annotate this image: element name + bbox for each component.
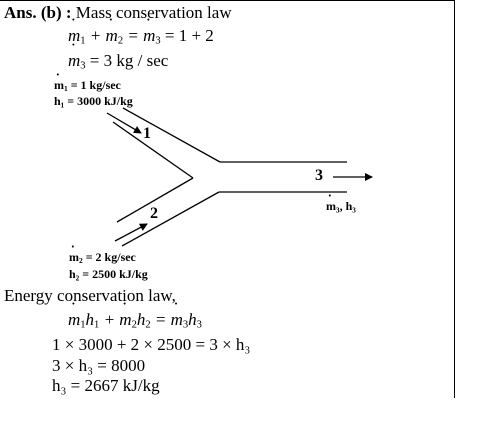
mass-equation-1: ˙ $m_1$ + ˙ $m_2$ = ˙ $m_3 = 1 + 2$ (68, 27, 214, 47)
stream-3-label: 3 (315, 167, 323, 184)
inlet1-flow-value: = 1 kg/sec (70, 78, 121, 92)
energy-equation-3: 3 × h₃ = 8000 (52, 356, 146, 375)
energy-title: Energy conservation law, (4, 286, 176, 305)
inlet2-enthalpy-label: h₂ = 2500 kJ/kg (69, 267, 148, 281)
inlet2-flow-arrow (115, 224, 147, 241)
energy-equation-2: 1 × 3000 + 2 × 2500 = 3 × h₃ (52, 335, 251, 354)
heading-title: Mass conservation law (75, 3, 232, 22)
inlet1-flow-label: ˙ $m_1 = 1$ kg/sec (54, 79, 121, 92)
inlet2-flow-label: ˙ $m_2 = 2$ kg/sec (69, 251, 136, 264)
stream-1-label: 1 (143, 125, 151, 142)
mass-equation-1-rhs: = 1 + 2 (164, 26, 214, 45)
answer-label: Ans. (b) : (4, 3, 72, 22)
inlet2-pipe-inner-wall (117, 178, 193, 222)
energy-result: h₃ = 2667 kJ/kg (52, 376, 160, 395)
energy-equation-1: ˙ $m_1h_1$ + ˙ $m_2h_2$ = ˙ $m_3h_3$ (68, 311, 202, 331)
inlet1-enthalpy-label: h₁ = 3000 kJ/kg (54, 94, 133, 108)
inlet2-pipe-outer-wall (122, 192, 219, 246)
inlet1-pipe-outer-wall (123, 108, 220, 162)
inlet1-pipe-inner-wall (113, 122, 193, 178)
stream-2-label: 2 (150, 205, 158, 222)
mass-equation-2: ˙ $m_3 = 3$ kg / sec (68, 52, 168, 72)
inlet2-flow-value: = 2 kg/sec (85, 250, 136, 264)
outlet-label-text: ˙ m₃, h₃ (326, 200, 356, 212)
mass-equation-2-rhs: = 3 kg / sec (89, 51, 169, 70)
